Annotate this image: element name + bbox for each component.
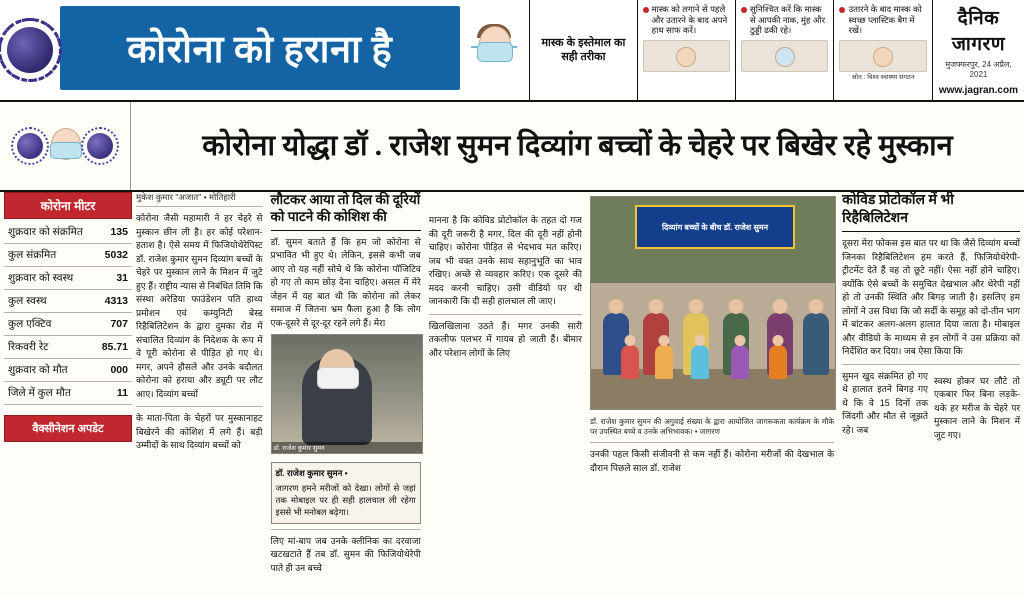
meter-value: 4313 <box>95 290 132 313</box>
virus-icon <box>17 133 43 159</box>
paragraph: के माता-पिता के चेहरों पर मुस्कानाहट बिखेरने की कोशिश में लगे हैं। बड़ी उम्मीदों के साथ दिव्यांग बच्चों को <box>136 413 263 450</box>
mask-tip-3-illustration <box>839 40 926 72</box>
divider <box>429 314 582 315</box>
paragraph: लिए मां-बाप जब उनके क्लीनिक का दरवाजा खटखटाते हैं तब डॉ. सुमन की फिजियोथेरेपी पाते ही उन बच्चे <box>270 535 421 573</box>
article-column-3 <box>429 192 582 600</box>
page-headline: कोरोना योद्धा डॉ . राजेश सुमन दिव्यांग बच्चों के चेहरे पर बिखेर रहे मुस्कान <box>202 129 953 162</box>
article-body <box>136 192 1020 600</box>
campaign-title-text: कोरोना को हराना है <box>127 29 393 71</box>
tip-source-caption: स्रोत : विश्व स्वास्थ्य संगठन <box>851 73 915 81</box>
photo-banner-text: दिव्यांग बच्चों के बीच डॉ. राजेश सुमन <box>635 205 795 249</box>
meter-value: 11 <box>95 382 132 405</box>
bullet-icon <box>741 7 747 13</box>
paragraph: डॉ. सुमन बताते हैं कि हम जो कोरोना से प्रभावित भी हुए थे। लेकिन, इससे कभी जब आए तो यह नहीं सोचे थे कि कोरोना पॉजिटिव हो गए तो काम छोड़ देना चाहिए। असल में मेरे जेहन में यह बात थी कि कोरोना को लेकर समाज में जितना भ्रम फैला हुआ है कि लोग एक-दूसरे से दूर-दूर रहने लगे हैं। मेरा <box>270 236 421 328</box>
mask-tip-3 <box>834 0 932 100</box>
meter-label: रिकवरी रेट <box>4 336 95 359</box>
table-row <box>4 244 132 267</box>
quote-text: जागरण हमने मरीजों को देखा। लोगों से जहां तक मोबाइल पर ही सही हालचाल ली रहेगा इससे भी मनोबल बढ़ेगा। <box>275 482 416 518</box>
mask-tip-2-text: सुनिश्चित करें कि मास्क से आपकी नाक, मुंह और ठुड्डी ढकी रहे। <box>750 4 826 36</box>
quote-attribution: डॉ. राजेश कुमार सुमन • <box>275 468 348 479</box>
article-column-1 <box>136 192 263 600</box>
sub-headline: कोविड प्रोटोकॉल में भी रिहैबिलिटेशन <box>842 192 1020 232</box>
publication-name: दैनिक जागरण <box>951 8 1006 55</box>
meter-value: 31 <box>95 267 132 290</box>
photo-caption: डॉ. राजेश कुमार सुमन की अगुवाई संख्या के द्वारा आयोजित जागरूकता कार्यक्रम के मौके पर उपस्थित बच्चे व उनके अभिभावक। • जागरण <box>589 417 835 437</box>
mask-usage-section <box>530 0 637 100</box>
page-bottom-edge <box>0 596 1024 600</box>
quote-box <box>271 462 421 523</box>
meter-label: शुक्रवार को स्वस्थ <box>4 267 95 290</box>
headline-illustration <box>0 102 131 190</box>
virus-icon <box>0 0 60 100</box>
table-row <box>4 336 132 359</box>
paragraph: मानना है कि कोविड प्रोटोकॉल के तहत दो गज की दूरी जरूरी है मगर, दिल की दूरी नहीं होनी चाहिए। कोरोना पीड़ित से भेदभाव मत करिए। जब भी वक्त उनके साथ सहानुभूति का भाव रखिए। अच्छे से व्यवहार करिए। एक दूसरे की मदद करनी चाहिए। उसी वीडियो पर थी जानकारी कि दी सही हालचाल ली जाए। <box>428 215 582 306</box>
article-column-4 <box>590 192 834 600</box>
byline: मुकेश कुमार "अजात" • मोतिहारी <box>136 192 263 207</box>
photo-caption: डॉ. राजेश कुमार सुमन <box>272 442 422 453</box>
meter-label: शुक्रवार को मौत <box>4 359 95 382</box>
divider <box>271 529 421 530</box>
mask-tip-3-text: उतारने के बाद मास्क को स्वच्छ प्लास्टिक बैग में रखें। <box>848 4 922 36</box>
table-row <box>4 221 132 244</box>
mask-tip-2 <box>736 0 834 100</box>
paragraph: दूसरा मेरा फोकस इस बात पर था कि जैसे दिव्यांग बच्चों जिनका रिहैबिलिटेशन हम करते हैं, फिजियोथेरेपी-ट्रीटमेंट देते हैं वह तो छूटे नहीं। ऐसा नहीं होने चाहिए। क्योंकि ऐसे बच्चों के समुचित देखभाल और थेरेपी नहीं हो तो उनकी स्थिति और बिगड़ जाती है। इसलिए हम लोगों ने उस विधा कि जो सर्दी के समूह को दो-तीन भाग में बांटकर अलग-अलग हालात दिया जाता है। मोबाइल और वीडियो के माध्यम से इन लोगों ने उस प्रक्रिया को निर्देशित कर दिया। जब ऐसा किया कि <box>842 238 1020 356</box>
website-url[interactable]: www.jagran.com <box>938 85 1018 96</box>
mask-tip-1-text: मास्क को लगाने से पहले और उतारने के बाद अपने हाथ साफ करें। <box>651 4 728 36</box>
article-column-2 <box>271 192 421 600</box>
meter-label: कुल संक्रमित <box>4 244 95 267</box>
headline-band <box>0 102 1024 192</box>
paragraph: सुमन खुद संक्रमित हो गए थे हालात इतने बिगड़ गए थे कि वे 15 दिनों तक जिंदगी और मौत से जूझते रहे। जब <box>842 370 929 435</box>
meter-value: 000 <box>95 359 132 382</box>
masked-face-icon <box>47 126 83 166</box>
mask-tip-2-illustration <box>741 40 828 72</box>
doctor-photo <box>271 334 423 454</box>
corona-meter-title: कोरोना मीटर <box>4 192 132 219</box>
mask-tip-1-illustration <box>643 40 730 72</box>
meter-label: जिले में कुल मौत <box>4 382 95 405</box>
meter-label: कुल स्वस्थ <box>4 290 95 313</box>
table-row <box>4 267 132 290</box>
meter-value: 135 <box>95 221 132 244</box>
sub-headline: लौटकर आया तो दिल की दूरियों को पाटने की कोशिश की <box>271 192 421 231</box>
bullet-icon <box>839 7 845 13</box>
mask-usage-title: मास्क के इस्तेमाल का सही तरीका <box>541 36 626 63</box>
table-row <box>4 382 132 405</box>
paragraph: कोरोना जैसी महामारी ने हर चेहरे से मुस्कान छीन ली है। हर कोई परेशान-हताश है। ऐसे समय में फिजियोथेरेपिस्ट डॉ. राजेश कुमार सुमन दिव्यांग बच्चों के चेहरे पर मुस्कान लाने के मिशन में जुटे हुए हैं। राष्ट्रीय न्यास से निबंधित तिमि कि संस्था अरेडिया फाउंडेशन पति हाथ्य प्रमोशन एवं कम्युनिटी बेस्ड रिहैबिलिटेशन के द्वारा दुमका रोड में संचालित दिव्यांग के निदेशक के रूप में वे पूरी कोरोना से पीड़ित हो गए थे। मगर, अपने हौसले और उनके बदौलत कोरोना को हराया और ड्यूटी पर लौट आए। दिव्यांग बच्चों <box>136 213 263 399</box>
meter-value: 5032 <box>95 244 132 267</box>
meter-label: शुक्रवार को संक्रमित <box>4 221 95 244</box>
divider <box>842 364 1020 365</box>
publication-logo <box>933 0 1024 100</box>
paragraph: खिलखिलाना उठते हैं। मगर उनकी सारी तकलीफ पलभर में गायब हो जाती हैं। बीमार और परेशान लोगों के लिए <box>428 320 582 358</box>
table-row <box>4 290 132 313</box>
bullet-icon <box>643 7 649 13</box>
group-photo <box>590 196 836 410</box>
mask-tip-1 <box>638 0 736 100</box>
edition-date: मुजफ्फरपुर, 24 अप्रैल, 2021 <box>945 60 1012 79</box>
meter-value: 85.71 <box>95 336 132 359</box>
meter-value: 707 <box>95 313 132 336</box>
corona-meter-column <box>4 192 132 600</box>
paragraph: स्वस्थ होकर घर लौटे तो एकबार फिर बिना लड़के-थके हर मरीज के चेहरे पर मुस्कान लाने के मिशन में जुट गए। <box>934 375 1020 440</box>
masked-face-icon <box>460 0 531 100</box>
article-column-5 <box>842 192 1020 600</box>
corona-meter-table <box>4 221 132 405</box>
paragraph: उनकी पहल किसी संजीवनी से कम नहीं हैं। कोरोना मरीजों की देखभाल के दौरान पिछले साल डॉ. राजेश <box>589 449 835 473</box>
divider <box>590 442 834 443</box>
table-row <box>4 359 132 382</box>
masthead <box>0 0 1024 102</box>
vaccination-update-title: वैक्सीनेशन अपडेट <box>4 415 132 442</box>
campaign-title <box>60 6 460 90</box>
meter-label: कुल एक्टिव <box>4 313 95 336</box>
divider <box>136 406 263 407</box>
table-row <box>4 313 132 336</box>
virus-icon <box>87 133 113 159</box>
